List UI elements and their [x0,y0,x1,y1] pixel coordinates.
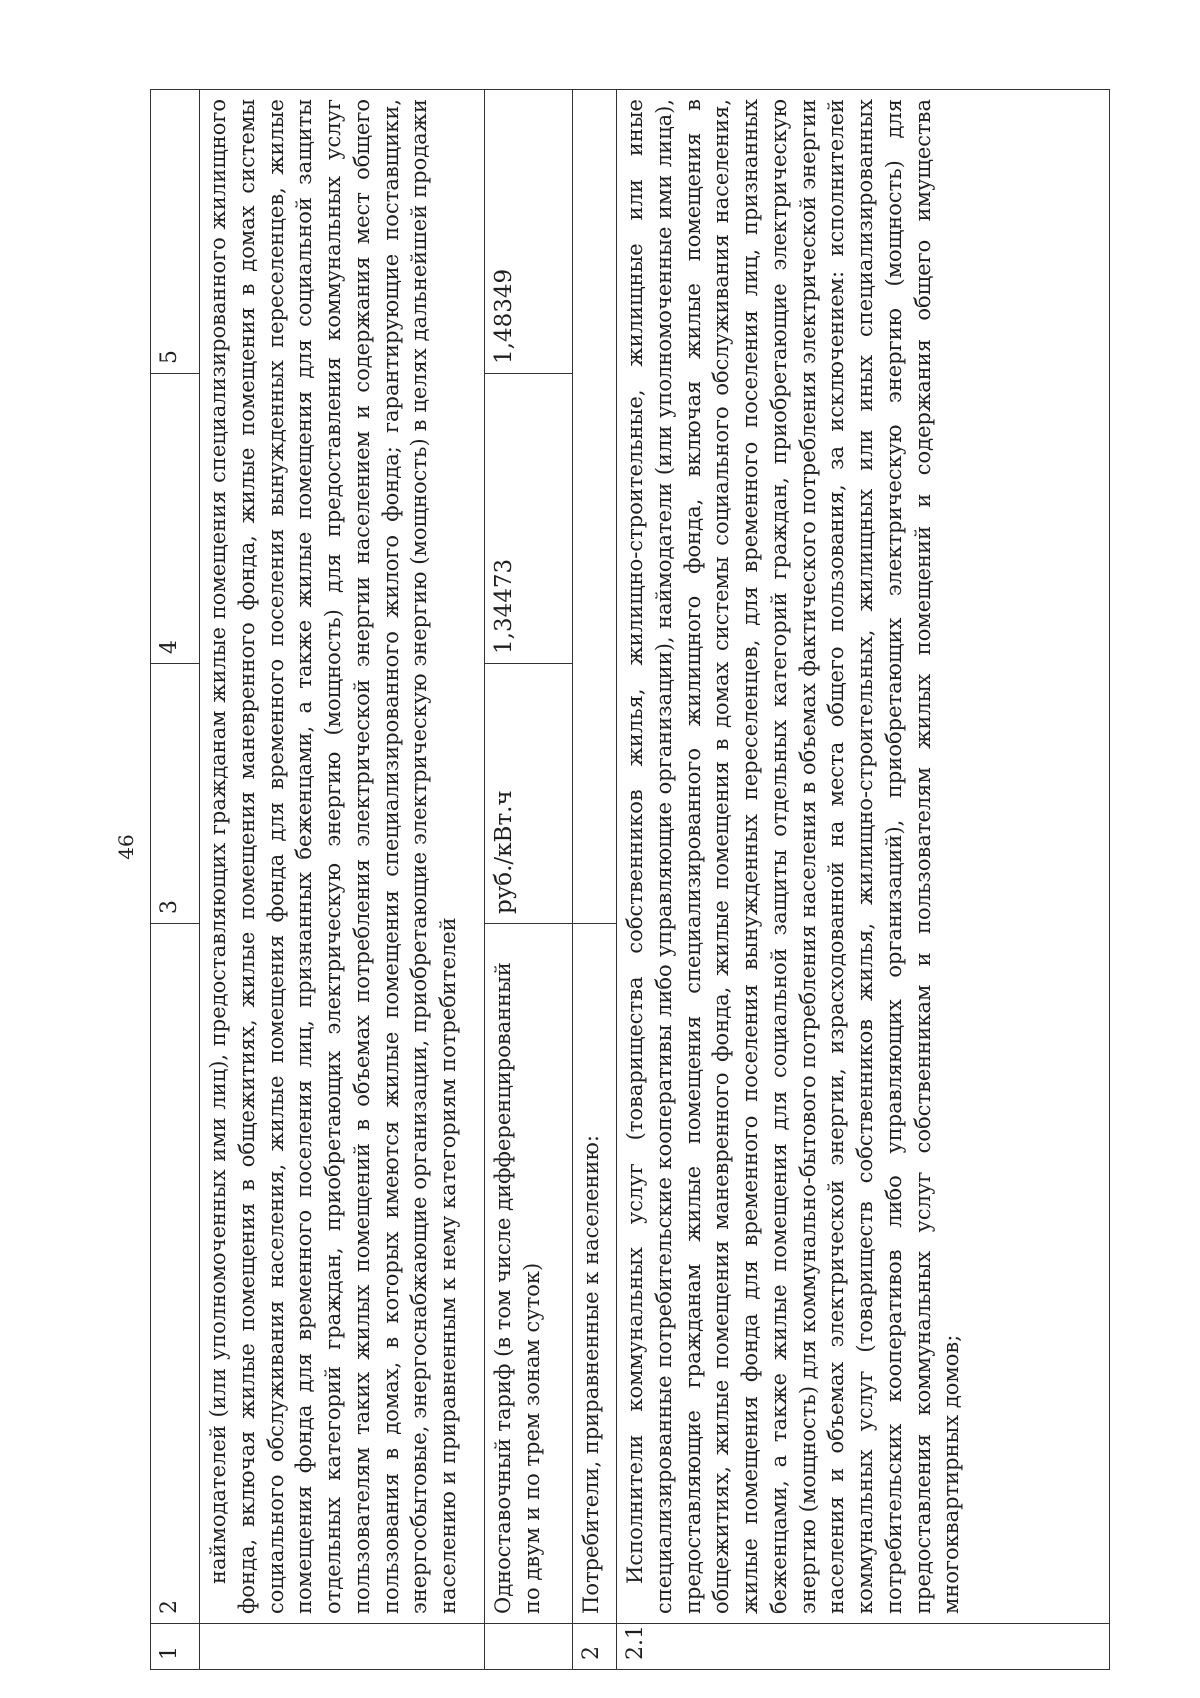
continuation-text: наймодателей (или уполномоченных ими лиц), предоставляющих гражданам жилые помещения специализированного жилищного фонда, включая жилые помещения в общежитиях, жилые помещения маневренного фонда, жилые помещения в домах системы социального обслуживания населения, жилые помещения фонда для временного поселения вынужденных переселенцев, жилые помещения фонда для временного поселения лиц, признанных беженцами, а также жилые помещения для социальной защиты отдельных категорий граждан, приобретающих электрическую энергию (мощность) для предоставления коммунальных услуг пользователям таких жилых помещений в объемах потребления электрической энергии населением и содержания мест общего пользования в домах, в которых имеются жилые помещения специализированного жилого фонда; гарантирующие поставщики, энергосбытовые, энергоснабжающие организации, приобретающие электрическую энергию (мощность) в целях дальнейшей продажи населению и приравненным к нему категориям потребителей [200,90,485,1624]
section-empty-cell [573,90,617,924]
subsection-row [617,90,1110,1670]
section-row [573,90,617,1670]
header-col-2: 2 [151,924,200,1624]
tariff-label: Одноставочный тариф (в том числе дифференцированный по двум и по трем зонам суток) [485,924,573,1624]
page-number: 46 [114,834,138,860]
header-col-1: 1 [151,1624,200,1670]
header-col-4: 4 [151,374,200,664]
tariff-table [150,89,1110,1670]
tariff-num-cell [485,1624,573,1670]
continuation-num-cell [200,1624,485,1670]
section-label: Потребители, приравненные к населению: [573,924,617,1624]
section-number: 2 [573,1624,617,1670]
header-row [151,90,200,1670]
tariff-row [485,90,573,1670]
tariff-value-col5: 1,48349 [485,90,573,374]
header-col-5: 5 [151,90,200,374]
header-col-3: 3 [151,664,200,924]
tariff-value-col4: 1,34473 [485,374,573,664]
continuation-row [200,90,485,1670]
tariff-unit: руб./кВт.ч [485,664,573,924]
subsection-text: Исполнители коммунальных услуг (товарищества собственников жилья, жилищно-строительные, жилищные или иные специализированные потребительские кооперативы либо управляющие организации), наймодатели (или уполномоченные ими лица), предоставляющие гражданам жилые помещения специализированного жилищного фонда, включая жилые помещения в общежитиях, жилые помещения маневренного фонда, жилые помещения в домах системы социального обслуживания населения, жилые помещения фонда для временного поселения вынужденных переселенцев, для временного поселения лиц, признанных беженцами, а также жилые помещения для социальной защиты отдельных категорий граждан, приобретающие электрическую энергию (мощность) для коммунально-бытового потребления населения в объемах фактического потребления электрической энергии населения и объемах электрической энергии, израсходованной на места общего пользования, за исключением: исполнителей коммунальных услуг (товариществ собственников жилья, жилищно-строительных, жилищных или иных специализированных потребительских кооперативов либо управляющих организаций), приобретающих электрическую энергию (мощность) для предоставления коммунальных услуг собственникам и пользователям жилых помещений и содержания общего имущества многоквартирных домов; [617,90,1110,1624]
rotated-page-content [150,90,1110,1670]
subsection-number: 2.1 [617,1624,1110,1670]
